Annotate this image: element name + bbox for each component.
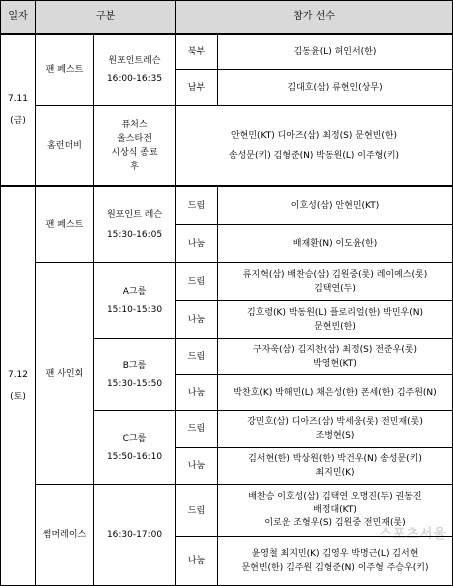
group-b-name: B그룹 <box>122 360 147 371</box>
day2-fanfest-label: 팬 페스트 <box>36 187 94 263</box>
group-b-time: 15:30-15:50 <box>106 378 163 389</box>
day1-south-label: 남부 <box>176 70 218 106</box>
day1-hrderby-players-line1: 안현민(KT) 디아즈(삼) 최정(S) 문현빈(한) <box>230 130 398 141</box>
summer-race-nanum-label: 나눔 <box>176 537 218 586</box>
day1-hrderby-slot <box>94 106 176 187</box>
group-c-slot <box>94 411 176 485</box>
group-c-drill-players <box>218 411 453 448</box>
day2-date <box>0 187 36 586</box>
group-b-slot <box>94 339 176 411</box>
group-c-nanum-players <box>218 448 453 485</box>
day2-date-text: 7.12 <box>7 370 29 380</box>
group-b-drill-label: 드림 <box>176 339 218 375</box>
group-a-drill-label: 드림 <box>176 263 218 301</box>
group-b-nanum-players <box>218 375 453 411</box>
day1-hrderby-slot-line2: 올스타전 <box>117 133 152 144</box>
day1-hrderby-slot-line3: 시상식 종료 <box>111 147 158 158</box>
group-c-nanum-line1: 김서현(한) 박상원(한) 박건우(N) 송성문(키) <box>248 454 422 464</box>
header-players: 참가 선수 <box>176 0 453 35</box>
group-c-time: 15:50-16:10 <box>106 451 163 462</box>
summer-race-drill-label: 드림 <box>176 485 218 537</box>
group-a-drill-line1: 류지혁(삼) 배찬승(삼) 김원중(롯) 레이예스(롯) <box>242 269 428 280</box>
day1-south-players: 김대호(삼) 류현인(상무) <box>218 70 453 106</box>
day1-hrderby-label: 홈런더비 <box>36 106 94 187</box>
day2-fansign-label: 팬 사인회 <box>36 263 94 485</box>
group-c-drill-line1: 강민호(삼) 디아즈(삼) 박세웅(롯) 전민재(롯) <box>247 417 423 427</box>
day2-fanfest-nanum-players: 배재환(N) 이도윤(한) <box>218 225 453 263</box>
summer-race-nanum-line1: 윤영철 최지민(K) 김영우 박명근(L) 김서현 <box>251 549 419 559</box>
day1-hrderby-players-line2: 송성문(키) 김형준(N) 박동원(L) 이주형(키) <box>228 150 400 161</box>
group-c-nanum-line2: 최지민(K) <box>315 468 355 478</box>
day1-date-text: 7.11 <box>7 94 29 104</box>
day1-fanfest-label: 팬 페스트 <box>36 35 94 106</box>
group-a-name: A그룹 <box>122 286 147 297</box>
day2-weekday: (토) <box>10 392 26 402</box>
header-category: 구분 <box>36 0 176 35</box>
day1-fanfest-time: 16:00-16:35 <box>106 74 163 84</box>
group-a-nanum-line2: 문현빈(한) <box>314 321 356 332</box>
group-a-drill-line2: 김택연(두) <box>314 283 356 294</box>
group-b-drill-line1: 구자욱(삼) 김지찬(삼) 최정(S) 전준우(롯) <box>252 344 418 355</box>
day1-hrderby-slot-line1: 퓨처스 <box>121 119 148 130</box>
group-b-nanum-label: 나눔 <box>176 375 218 411</box>
day1-hrderby-slot-line4: 후 <box>130 161 139 172</box>
day1-north-label: 북부 <box>176 35 218 70</box>
group-a-slot <box>94 263 176 339</box>
day2-fanfest-drill-label: 드림 <box>176 187 218 225</box>
summer-race-drill-line2: 배정대(KT) <box>313 505 357 515</box>
group-b-drill-players <box>218 339 453 375</box>
header-date: 일자 <box>0 0 36 35</box>
day1-hrderby-players <box>176 106 453 187</box>
group-c-nanum-label: 나눔 <box>176 448 218 485</box>
group-a-nanum-players <box>218 301 453 339</box>
day1-fanfest-slot <box>94 35 176 106</box>
day1-north-players: 김동윤(L) 허인서(한) <box>218 35 453 70</box>
day1-weekday: (금) <box>10 116 26 126</box>
summer-race-nanum-line2: 문현빈(한) 김주원 김형준(N) 이주형 주승우(키) <box>241 563 429 573</box>
summer-race-drill-line3: 이로운 조형우(S) 김원중 전민재(롯) <box>264 518 406 528</box>
summer-race-nanum-players <box>218 537 453 586</box>
day1-date <box>0 35 36 187</box>
group-a-nanum-label: 나눔 <box>176 301 218 339</box>
group-a-time: 15:10-15:30 <box>106 304 163 315</box>
summer-race-time: 16:30-17:00 <box>94 485 176 586</box>
watermark: 스포츠서울 <box>379 527 447 542</box>
day2-fanfest-slot-name: 원포인트 레슨 <box>106 209 163 220</box>
group-c-drill-line2: 조병현(S) <box>315 431 355 441</box>
summer-race-drill-line1: 배찬승 이호성(삼) 김택연 오명진(두) 권동진 <box>248 492 422 502</box>
summer-race-label: 썸머레이스 <box>36 485 94 586</box>
group-b-drill-line2: 박영현(KT) <box>313 358 357 369</box>
day1-fanfest-slot-name: 원포인트레슨 <box>108 56 161 66</box>
day2-fanfest-drill-players: 이호성(삼) 안현민(KT) <box>218 187 453 225</box>
day2-fanfest-nanum-label: 나눔 <box>176 225 218 263</box>
group-c-drill-label: 드림 <box>176 411 218 448</box>
group-a-nanum-line1: 김호령(K) 박동원(L) 플로리얼(한) 박민우(N) <box>246 307 424 318</box>
group-b-nanum-line1: 박찬호(K) 박해민(L) 채은성(한) 폰세(한) 김주원(N) <box>233 387 437 398</box>
day2-fanfest-time: 15:30-16:05 <box>106 229 163 240</box>
group-c-name: C그룹 <box>122 433 147 444</box>
group-a-drill-players <box>218 263 453 301</box>
day2-fanfest-slot <box>94 187 176 263</box>
